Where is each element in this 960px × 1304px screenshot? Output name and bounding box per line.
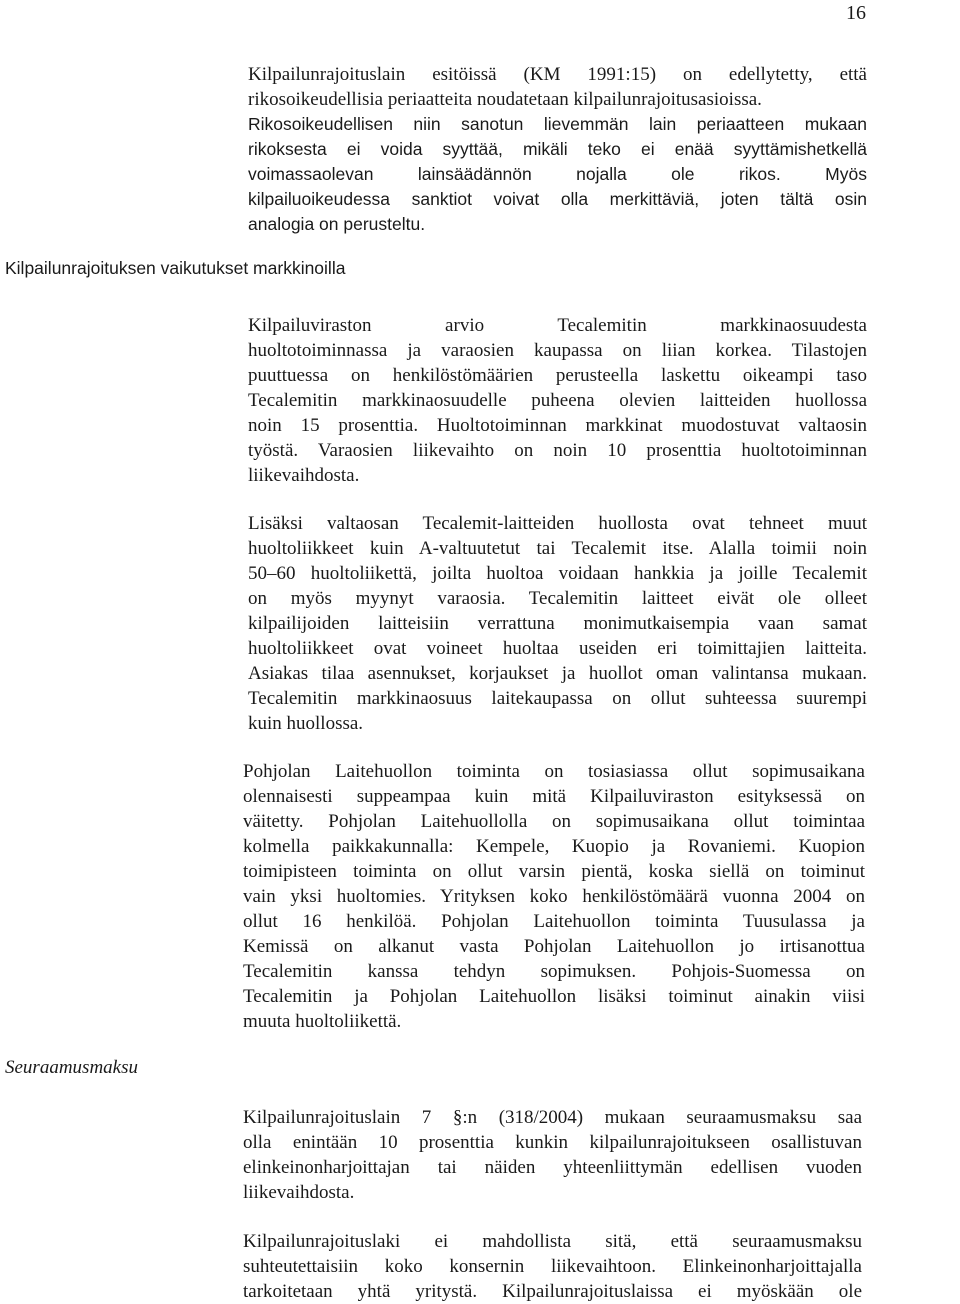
paragraph-line: rikosoikeudellisia periaatteita noudatetaan kilpailunrajoitusasioissa. — [248, 89, 762, 110]
paragraph-line: voimassaolevan lainsäädännön nojalla ole rikos. Myös — [248, 164, 867, 184]
paragraph-line: rikoksesta ei voida syyttää, mikäli teko ei enää syyttämishetkellä — [248, 139, 867, 159]
paragraph-line: toimipisteen toiminta on ollut varsin pientä, koska siellä on toiminut — [243, 861, 865, 882]
paragraph-line: Pohjolan Laitehuollon toiminta on tosiasiassa ollut sopimusaikana — [243, 761, 865, 782]
paragraph-line: Tecalemitin ja Pohjolan Laitehuollon lisäksi toiminut ainakin viisi — [243, 986, 865, 1007]
paragraph-line: on myös myynyt varaosia. Tecalemitin laitteet eivät ole olleet — [248, 588, 867, 609]
paragraph-line: kuin huollossa. — [248, 713, 364, 734]
paragraph-line: kilpailuoikeudessa sanktiot voivat olla merkittäviä, joten tältä osin — [248, 189, 867, 209]
paragraph-line: Kilpailunrajoituslain 7 §:n (318/2004) mukaan seuraamusmaksu saa — [243, 1107, 862, 1128]
paragraph-line: Kilpailunrajoituslaki ei mahdollista sitä, että seuraamusmaksu — [243, 1231, 862, 1252]
paragraph-4 — [243, 759, 865, 1034]
paragraph-line: Tecalemitin markkinaosuudelle puheena olevien laitteiden huollossa — [248, 390, 867, 411]
paragraph-line: huoltoliikkeet kuin A-valtuutetut tai Tecalemit itse. Alalla toimii noin — [248, 538, 867, 559]
page-number: 16 — [846, 2, 866, 24]
paragraph-line: vain yksi huoltomies. Yrityksen koko henkilöstömäärä vuonna 2004 on — [243, 886, 865, 907]
paragraph-line: kolmella paikkakunnalla: Kempele, Kuopio ja Rovaniemi. Kuopion — [243, 836, 865, 857]
paragraph-line: Lisäksi valtaosan Tecalemit-laitteiden huollosta ovat tehneet muut — [248, 513, 867, 534]
paragraph-line: Rikosoikeudellisen niin sanotun lievemmän lain periaatteen mukaan — [248, 114, 867, 134]
paragraph-line: Tecalemitin markkinaosuus laitekaupassa on ollut suhteessa suurempi — [248, 688, 867, 709]
paragraph-line: suhteutettaisiin koko konsernin liikevaihtoon. Elinkeinonharjoittajalla — [243, 1256, 862, 1277]
paragraph-line: muuta huoltoliikettä. — [243, 1011, 402, 1032]
paragraph-line: 50–60 huoltoliikettä, joilta huoltoa voidaan hankkia ja joille Tecalemit — [248, 563, 867, 584]
paragraph-5 — [243, 1105, 862, 1205]
paragraph-1 — [248, 62, 867, 112]
paragraph-line: väitetty. Pohjolan Laitehuollolla on sopimusaikana ollut toimintaa — [243, 811, 865, 832]
paragraph-6 — [243, 1229, 862, 1304]
paragraph-2 — [248, 313, 867, 488]
paragraph-line: noin 15 prosenttia. Huoltotoiminnan markkinat muodostuvat valtaosin — [248, 415, 867, 436]
paragraph-line: huoltotoiminnassa ja varaosien kaupassa on liian korkea. Tilastojen — [248, 340, 867, 361]
side-heading-market-effects: Kilpailunrajoituksen vaikutukset markkinoilla — [5, 258, 346, 278]
paragraph-line: Kilpailuviraston arvio Tecalemitin markkinaosuudesta — [248, 315, 867, 336]
paragraph-line: huoltoliikkeet ovat voineet huoltaa useiden eri toimittajien laitteita. — [248, 638, 867, 659]
paragraph-line: kilpailijoiden laitteisiin verrattuna monimutkaisempia vaan samat — [248, 613, 867, 634]
paragraph-line: elinkeinonharjoittajan tai näiden yhteenliittymän edellisen vuoden — [243, 1157, 862, 1178]
paragraph-line: olla enintään 10 prosenttia kunkin kilpailunrajoitukseen osallistuvan — [243, 1132, 862, 1153]
paragraph-1-continued — [248, 112, 867, 237]
paragraph-line: liikevaihdosta. — [243, 1182, 355, 1203]
paragraph-line: Kemissä on alkanut vasta Pohjolan Laitehuollon jo irtisanottua — [243, 936, 865, 957]
paragraph-line: Tecalemitin kanssa tehdyn sopimuksen. Pohjois-Suomessa on — [243, 961, 865, 982]
paragraph-line: työstä. Varaosien liikevaihto on noin 10 prosenttia huoltotoiminnan — [248, 440, 867, 461]
paragraph-line: ollut 16 henkilöä. Pohjolan Laitehuollon toiminta Tuusulassa ja — [243, 911, 865, 932]
paragraph-line: analogia on perusteltu. — [248, 214, 426, 234]
paragraph-line: Kilpailunrajoituslain esitöissä (KM 1991:15) on edellytetty, että — [248, 64, 867, 85]
paragraph-3 — [248, 511, 867, 736]
paragraph-line: liikevaihdosta. — [248, 465, 360, 486]
paragraph-line: puuttuessa on henkilöstömäärien perusteella laskettu oikeampi taso — [248, 365, 867, 386]
paragraph-line: olennaisesti suppeampaa kuin mitä Kilpailuviraston esityksessä on — [243, 786, 865, 807]
paragraph-line: Asiakas tilaa asennukset, korjaukset ja huollot oman valintansa mukaan. — [248, 663, 867, 684]
side-heading-penalty: Seuraamusmaksu — [5, 1057, 138, 1078]
paragraph-line: tarkoitetaan yhtä yritystä. Kilpailunrajoituslaissa ei myöskään ole — [243, 1281, 862, 1302]
